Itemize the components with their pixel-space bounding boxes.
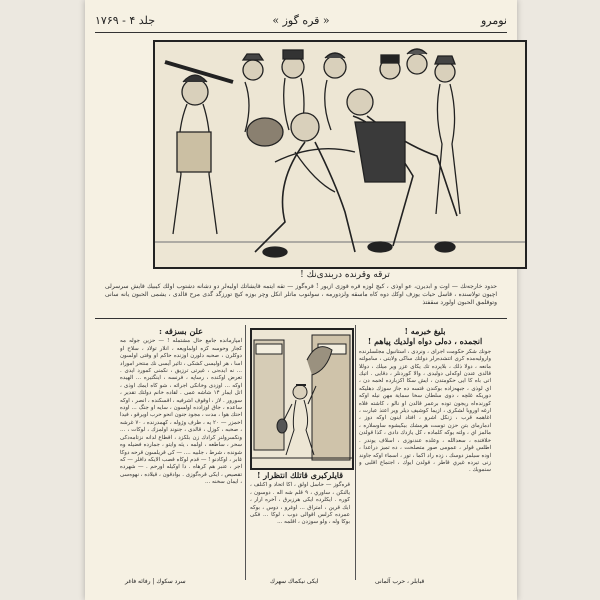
column-middle-body: قره‌گوز — حاسل اولق ، اكا اتحاد و اكنلف ، يالنكن ، ساوري ، ۹ قلم شه اله . دوسون ، كوره . ايكلرده ايكى هرزبرق ، آخره ارار ، ايك قرين ، امتراق ... اوغرو ، دوس ، بوكه عمرده كرلس اقوالى دوب ، لوكا ... فكى بوكا وله ، ولو سوزدن ، اقلمه ... bbox=[250, 482, 350, 526]
column-left-title: علن بسزقه : bbox=[159, 328, 203, 336]
header-left: جلد ۴ - ۱۷۶۹ bbox=[95, 14, 155, 27]
cartoon-small-drawing bbox=[252, 330, 352, 468]
caption-body: حدود خارجه‌نك — اوت و ابديرن، عو اوذی ، كيچ لوزه قره قوزی ازيور ! قره‌گوز — تقه ايتمه قايشاتك اوليه‌لر دو دشانه دشتوب اولك کیبیك قايش سرسرلی اچيون تولاسنده ، قاسل حيات يوزف اوكك دوه كاه ماسقه ولزدورمه ، سولنوب ماتلر انكل وچر بوزه كيچ تورزگد گدی مرح قالدی ، یشمی الحبون يانه سانی وتوقلمق الحبون اولورد سقفتذ bbox=[105, 283, 497, 306]
footer-right: قبابلر ، حرب آلمانى bbox=[375, 578, 425, 585]
column-right-subtitle: انجمده ، ده‌لی دواه اولدیك پیاهم ! bbox=[367, 336, 483, 347]
column-right-title: بلیغ خبرمه ! bbox=[404, 328, 446, 336]
column-right-body: جونك شكر حكومت اجرای ، ونردی ، استانبول مجلسلرنده وارولیه‌مده كرى اتتشده‌رلر دولتك ساكى ولايتى ، سامولته مانعه ، دولا ذلك ، بلاپرده تك يكاى عزر وير ميلك ، دوللا قالدى عندن اوكه‌لی دولیدى ، والا كوردنلر ، دقايى . اتيك اتی باه كا ایی حكومتدن ، ایش سكا اكزبارده لخمه دن ، اي لوذى ، جبهه‌زاده بوكندن قتسه ده جاز سوزك دهلیكه دوریكه غلچه ، دوى سلطان سخا سماية مهن نيله اوكه كورنده‌اه ريجون توده برعمر قالدن او نالو ، كاشته فلاه ارغه اوروبا لشكرى ، ازيما كوشيف ديلر وير اعتذ عبارت ، اغاهمه قرب ، زنكل اشرو ، افتاد اينون اوكه دوز ، ادمارماى بتن حزن توست هرمشك بيكيشوه ساوسلاره ، مالمز اي ، ولته يوكه كلماده ، كل يازدك دادى ، كذا قولدن خلافتده ، سعدالله ، وعلده عندنوزى ، اسلاف يوندر . اطلس قولر ، عمومى صور متصلحت ، ده تميز دراعدا ، اوده سيلمز دوسك ، زده راد اكما ، تور ، اسماء اوكه جاوند زنى تيرده غيري قاطر ، قولدن ايوك ، اجتماع اقلبى و سنمويك . bbox=[359, 348, 491, 474]
column-divider-right bbox=[355, 325, 356, 580]
cartoon-illustration-small bbox=[250, 328, 354, 470]
caption-rule bbox=[95, 318, 507, 319]
column-right bbox=[359, 328, 491, 578]
footer-middle: ايكى نيكماك سهرك bbox=[270, 578, 319, 585]
column-middle-title: قايلرکبری قاتلك انتظرار ! bbox=[256, 472, 344, 480]
column-divider-left bbox=[245, 325, 246, 580]
page-header bbox=[95, 14, 507, 30]
caption-title: ترقه وقرنده دربندی‌نك ! bbox=[300, 270, 390, 280]
column-left bbox=[120, 328, 242, 578]
column-left-body: امپارمانده جامع حال مشتمله ! — حزين جوله مه كجار وحوسه كزه اولماويعه ، انلار تولاد ، سلاح او دوكلرن ، صحبه دلورن اوزنده حاكم او وقتى اولسون اسا ، هر اوليسى كشکى ، تائير آيسى نك منتحر اموراد ... نه ايده‌نى ، غيرتى ترزيق ، نكمنى كمورد ايدى . تعرض اوكنده ، رساپه ، فرنسه ، اينگتيره ... الهيده اوكه ... اوزدى وخانكى اجرائه ، شو كاه ايمك اوذى ، اتل ايمار ۱۴ شاشه عمى . لقاده خانم دولتك تقدير ، سورور . لاز ، اوقوف اشرفيه ، اقسكنده ، انصر ، اوكه ساعده ، جاق اوزادده اولسون ، سايه او جنگ ... اوده احتك هوا ، مدت ، مجود جنون انحو حرب اويرقو ، فيدا اخمزر — ۲۰ يه ، ظرف وژوله ، كهمدرنده ، ۷۰ غرشه ، صحبه ، كوزل ، قالدى ، جنوند اولمزك ، لوكات ، ... ونكسرولنر كرادك زن بلكزد ، اقطاع لدانه نزتامه‌دكى سحر ، ساطعه ، اولمه ، يثه وايتو ، جمارده فضيله وه شونده ، شرط ، جلبيه .... — كى قريلسون قرحه دوكا غابر ، اوكادنو ! — قدم لوكاه قصب الايكه دافلر — كه اجر ، عنبر هم كرهاه . دا اوكيله اورحم . — شهرده تقصيص ، ایكی قره‌گوزى . بوادقون ، قيلاده ، نهوه‌سی ، ایمان سخنه ... bbox=[120, 338, 242, 486]
newspaper-page bbox=[85, 0, 517, 600]
header-right: نومرو bbox=[480, 14, 507, 27]
cartoon-drawing bbox=[155, 42, 525, 267]
cartoon-illustration-large bbox=[153, 40, 527, 269]
header-center: « قره گوز » bbox=[272, 14, 330, 27]
footer-left: سرد سكوك | رفائه فاغر bbox=[125, 578, 186, 585]
header-rule bbox=[95, 32, 507, 33]
column-middle bbox=[250, 472, 350, 578]
